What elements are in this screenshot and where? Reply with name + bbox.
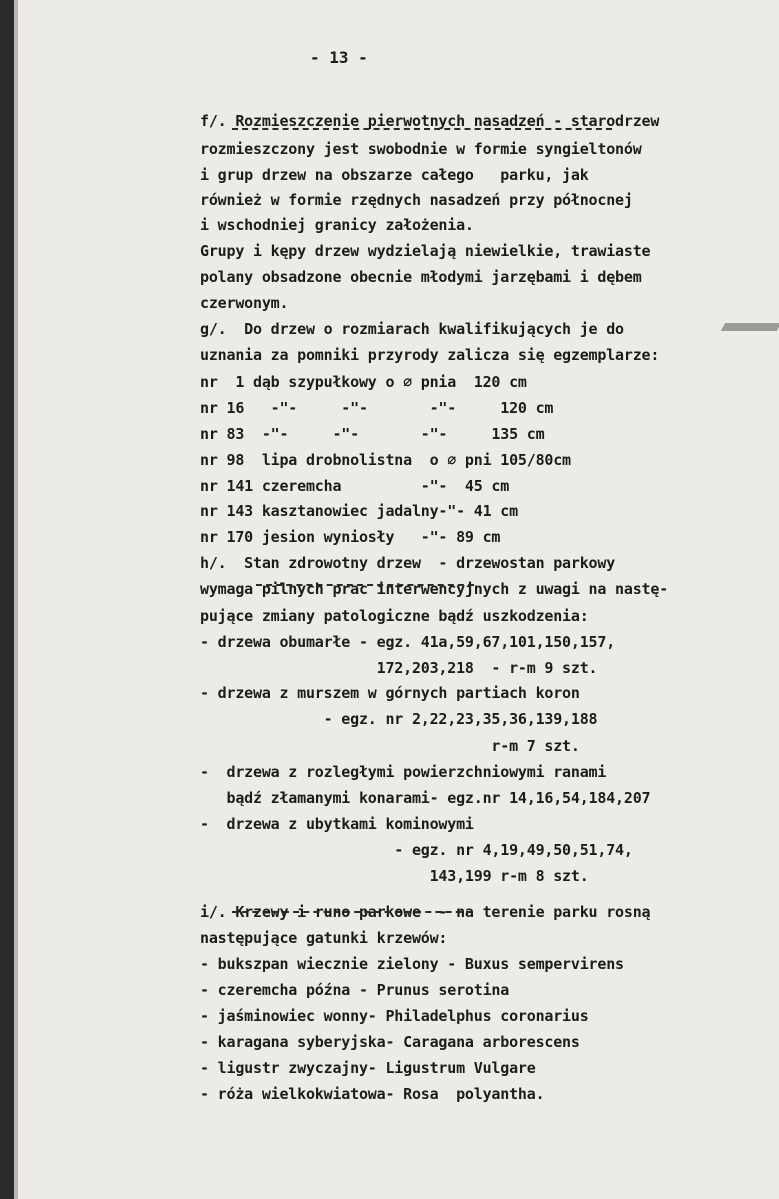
- scan-left-shadow: [14, 0, 18, 1199]
- text-line: f/. Rozmieszczenie pierwotnych nasadzeń - starodrzew: [200, 112, 660, 130]
- text-line: - drzewa z rozległymi powierzchniowymi ranami: [200, 763, 607, 781]
- underline-heading-h: [256, 584, 474, 586]
- text-line: 172,203,218 - r-m 9 szt.: [200, 659, 598, 677]
- text-line: nr 98 lipa drobnolistna o ∅ pni 105/80cm: [200, 451, 571, 469]
- text-line: r-m 7 szt.: [200, 737, 580, 755]
- text-line: - bukszpan wiecznie zielony - Buxus sempervirens: [200, 955, 624, 973]
- text-line: również w formie rzędnych nasadzeń przy północnej: [200, 191, 633, 209]
- page-number: - 13 -: [310, 48, 368, 67]
- text-line: i/. Krzewy i runo parkowe - na terenie parku rosną: [200, 903, 651, 921]
- text-line: polany obsadzone obecnie młodymi jarzębami i dębem: [200, 268, 642, 286]
- text-line: i grup drzew na obszarze całego parku, jak: [200, 166, 589, 184]
- text-line: - róża wielkokwiatowa- Rosa polyantha.: [200, 1085, 545, 1103]
- text-line: - jaśminowiec wonny- Philadelphus coronarius: [200, 1007, 589, 1025]
- text-line: nr 83 -"- -"- -"- 135 cm: [200, 425, 545, 443]
- text-line: - karagana syberyjska- Caragana arborescens: [200, 1033, 580, 1051]
- text-line: nr 141 czeremcha -"- 45 cm: [200, 477, 510, 495]
- text-line: 143,199 r-m 8 szt.: [200, 867, 589, 885]
- scan-left-edge: [0, 0, 14, 1199]
- text-line: g/. Do drzew o rozmiarach kwalifikujących je do: [200, 320, 624, 338]
- text-line: bądź złamanymi konarami- egz.nr 14,16,54,184,207: [200, 789, 651, 807]
- text-line: nr 143 kasztanowiec jadalny-"- 41 cm: [200, 502, 518, 520]
- text-line: - drzewa z ubytkami kominowymi: [200, 815, 474, 833]
- text-line: h/. Stan zdrowotny drzew - drzewostan parkowy: [200, 554, 616, 572]
- text-line: - drzewa obumarłe - egz. 41a,59,67,101,150,157,: [200, 633, 616, 651]
- text-line: - czeremcha późna - Prunus serotina: [200, 981, 510, 999]
- text-line: uznania za pomniki przyrody zalicza się egzemplarze:: [200, 346, 660, 364]
- text-line: nr 170 jesion wyniosły -"- 89 cm: [200, 528, 501, 546]
- text-line: nr 16 -"- -"- -"- 120 cm: [200, 399, 554, 417]
- underline-heading-f: [232, 128, 612, 130]
- underline-heading-i: [232, 911, 472, 913]
- text-line: rozmieszczony jest swobodnie w formie syngieltonów: [200, 140, 642, 158]
- text-line: wymaga pilnych prac interwencyjnych z uwagi na nastę-: [200, 580, 669, 598]
- text-line: - drzewa z murszem w górnych partiach koron: [200, 684, 580, 702]
- typewriter-strike-mark: [721, 323, 779, 331]
- text-line: - egz. nr 4,19,49,50,51,74,: [200, 841, 633, 859]
- text-line: następujące gatunki krzewów:: [200, 929, 448, 947]
- text-line: czerwonym.: [200, 294, 289, 312]
- text-line: - ligustr zwyczajny- Ligustrum Vulgare: [200, 1059, 536, 1077]
- text-line: - egz. nr 2,22,23,35,36,139,188: [200, 710, 598, 728]
- text-line: pujące zmiany patologiczne bądź uszkodzenia:: [200, 607, 589, 625]
- text-line: i wschodniej granicy założenia.: [200, 216, 474, 234]
- text-line: nr 1 dąb szypułkowy o ∅ pnia 120 cm: [200, 373, 527, 391]
- text-line: Grupy i kępy drzew wydzielają niewielkie, trawiaste: [200, 242, 651, 260]
